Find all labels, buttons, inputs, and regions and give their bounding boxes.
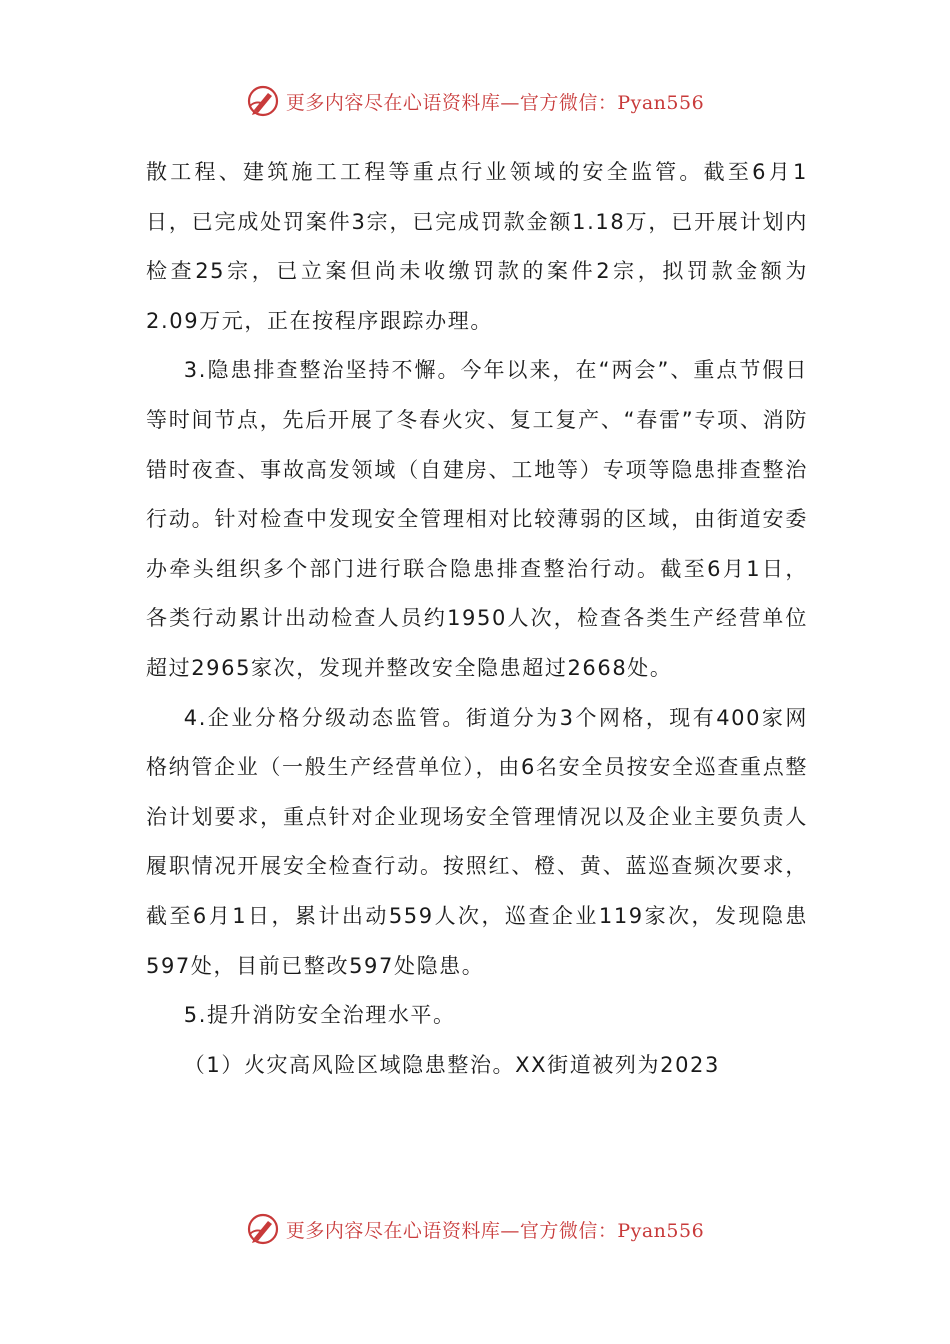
pen-logo-icon [246, 84, 280, 118]
paragraph-2: 3.隐患排查整治坚持不懈。今年以来，在“两会”、重点节假日等时间节点，先后开展了冬春火灾、复工复产、“春雷”专项、消防错时夜查、事故高发领域（自建房、工地等）专项等隐患排查整治行动。针对检查中发现安全管理相对比较薄弱的区域，由街道安委办牵头组织多个部门进行联合隐患排查整治行动。截至6月1日，各类行动累计出动检查人员约1950人次，检查各类生产经营单位超过2965家次，发现并整改安全隐患超过2668处。 [146, 358, 808, 680]
document-body [146, 148, 808, 1090]
paragraph-3: 4.企业分格分级动态监管。街道分为3个网格，现有400家网格纳管企业（一般生产经营单位），由6名安全员按安全巡查重点整治计划要求，重点针对企业现场安全管理情况以及企业主要负责人履职情况开展安全检查行动。按照红、橙、黄、蓝巡查频次要求，截至6月1日，累计出动559人次，巡查企业119家次，发现隐患597处，目前已整改597处隐患。 [146, 705, 808, 978]
paragraph-5: （1）火灾高风险区域隐患整治。XX街道被列为2023 [183, 1052, 720, 1077]
watermark-text: 更多内容尽在心语资料库—官方微信：Pyan556 [285, 1219, 705, 1242]
footer-watermark [0, 1212, 950, 1246]
header-watermark [0, 84, 950, 118]
paragraph-4: 5.提升消防安全治理水平。 [183, 1003, 456, 1028]
pen-logo-icon [246, 1212, 280, 1246]
watermark-text: 更多内容尽在心语资料库—官方微信：Pyan556 [285, 91, 705, 114]
paragraph-1: 散工程、建筑施工工程等重点行业领域的安全监管。截至6月1日，已完成处罚案件3宗，已完成罚款金额1.18万，已开展计划内检查25宗，已立案但尚未收缴罚款的案件2宗，拟罚款金额为2.09万元，正在按程序跟踪办理。 [146, 160, 808, 333]
